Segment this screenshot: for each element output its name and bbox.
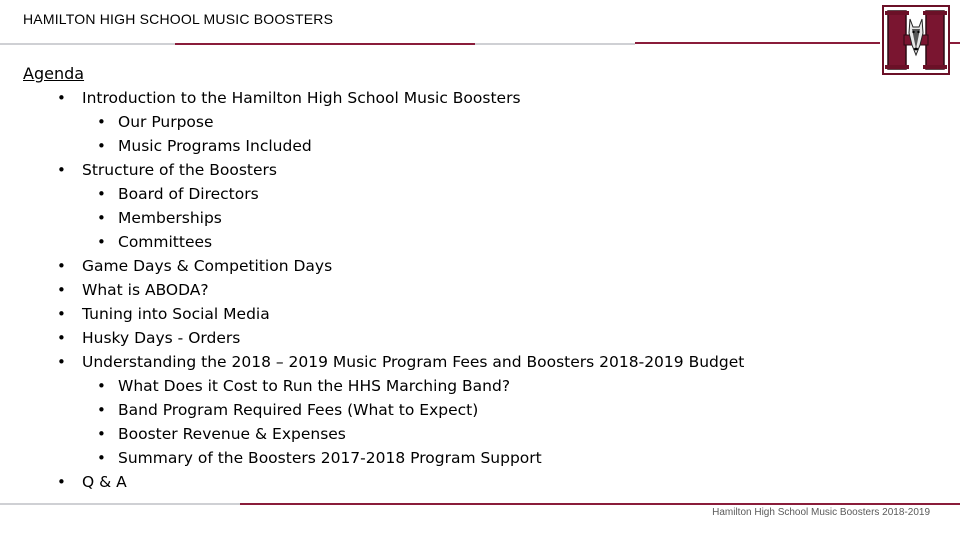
agenda-item <box>23 350 823 374</box>
agenda-item-text: Understanding the 2018 – 2019 Music Program Fees and Boosters 2018-2019 Budget <box>82 353 745 371</box>
footer-divider-segment <box>240 503 960 505</box>
header-divider-segment <box>635 42 880 44</box>
agenda-item <box>23 182 823 206</box>
bullet-icon: • <box>97 113 106 131</box>
bullet-icon: • <box>57 473 66 491</box>
bullet-icon: • <box>57 305 66 323</box>
agenda-list <box>23 86 823 494</box>
header-title: HAMILTON HIGH SCHOOL MUSIC BOOSTERS <box>23 11 334 27</box>
agenda-heading: Agenda <box>23 64 85 83</box>
bullet-icon: • <box>97 209 106 227</box>
agenda-item-text: What is ABODA? <box>82 281 209 299</box>
agenda-item <box>23 302 823 326</box>
bullet-icon: • <box>57 161 66 179</box>
agenda-item <box>23 374 823 398</box>
bullet-icon: • <box>57 257 66 275</box>
agenda-item <box>23 110 823 134</box>
agenda-item <box>23 470 823 494</box>
agenda-item-text: Structure of the Boosters <box>82 161 277 179</box>
bullet-icon: • <box>57 281 66 299</box>
agenda-item-text: Summary of the Boosters 2017-2018 Program Support <box>118 449 542 467</box>
bullet-icon: • <box>57 89 66 107</box>
agenda-item-text: Husky Days - Orders <box>82 329 241 347</box>
agenda-item <box>23 254 823 278</box>
agenda-section <box>23 62 823 494</box>
bullet-icon: • <box>57 353 66 371</box>
agenda-item-text: Music Programs Included <box>118 137 312 155</box>
bullet-icon: • <box>97 425 106 443</box>
bullet-icon: • <box>97 233 106 251</box>
agenda-item-text: Booster Revenue & Expenses <box>118 425 346 443</box>
bullet-icon: • <box>97 185 106 203</box>
agenda-item-text: Introduction to the Hamilton High School Music Boosters <box>82 89 521 107</box>
agenda-item <box>23 278 823 302</box>
agenda-item <box>23 446 823 470</box>
header-divider-segment <box>175 43 475 45</box>
footer-divider-segment <box>0 503 240 505</box>
header-divider-segment <box>475 43 635 45</box>
agenda-item <box>23 230 823 254</box>
bullet-icon: • <box>97 449 106 467</box>
bullet-icon: • <box>57 329 66 347</box>
agenda-item <box>23 206 823 230</box>
footer-text: Hamilton High School Music Boosters 2018-2019 <box>712 507 930 518</box>
agenda-item-text: Memberships <box>118 209 222 227</box>
agenda-item-text: Committees <box>118 233 213 251</box>
agenda-item-text: Tuning into Social Media <box>82 305 270 323</box>
agenda-item-text: Game Days & Competition Days <box>82 257 333 275</box>
agenda-item <box>23 86 823 110</box>
agenda-item <box>23 422 823 446</box>
agenda-item-text: What Does it Cost to Run the HHS Marching Band? <box>118 377 511 395</box>
agenda-item <box>23 326 823 350</box>
agenda-item <box>23 398 823 422</box>
husky-h-logo-icon <box>882 5 950 75</box>
agenda-item-text: Q & A <box>82 473 127 491</box>
agenda-item-text: Band Program Required Fees (What to Expect) <box>118 401 479 419</box>
school-logo <box>882 5 950 75</box>
agenda-item <box>23 158 823 182</box>
agenda-item <box>23 134 823 158</box>
bullet-icon: • <box>97 377 106 395</box>
header-divider-segment <box>0 43 175 45</box>
agenda-item-text: Board of Directors <box>118 185 259 203</box>
agenda-item-text: Our Purpose <box>118 113 214 131</box>
bullet-icon: • <box>97 401 106 419</box>
bullet-icon: • <box>97 137 106 155</box>
